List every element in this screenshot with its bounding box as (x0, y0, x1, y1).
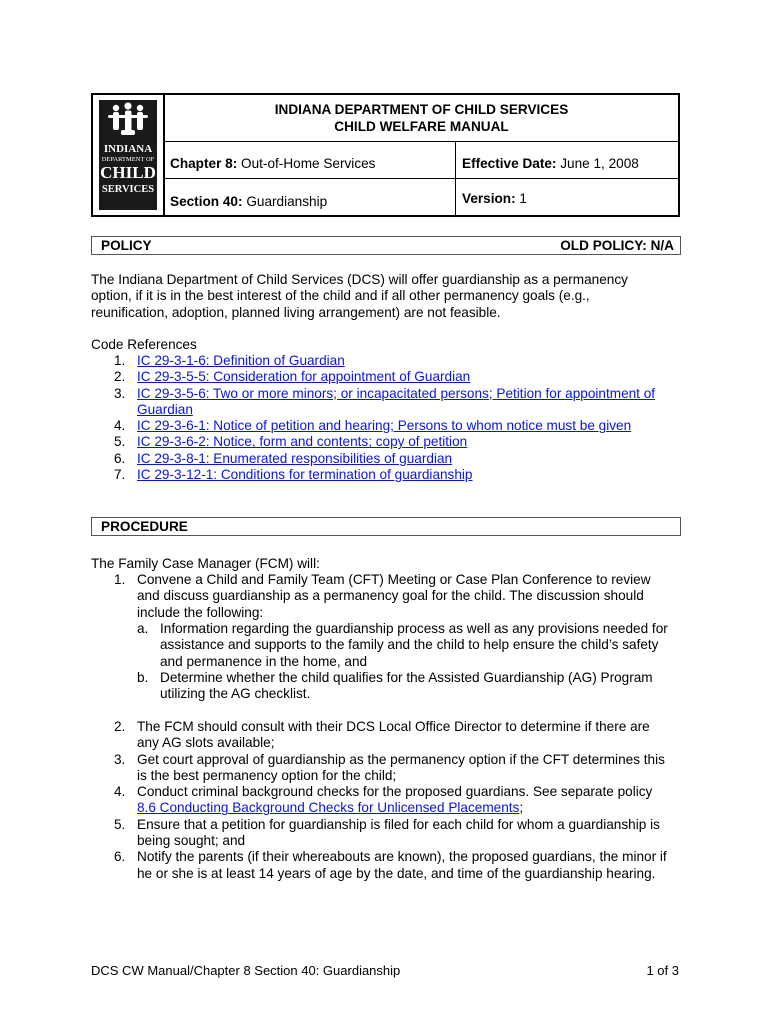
policy-heading: POLICY (101, 238, 152, 253)
logo-text-1: INDIANA (103, 143, 153, 155)
policy-line: reunification, adoption, planned living arrangement) are not feasible. (91, 304, 501, 320)
list-item (114, 434, 694, 450)
effective-date-label: Effective Date: (462, 156, 557, 171)
policy-text (91, 272, 628, 321)
step-text: include the following: (137, 604, 264, 620)
code-references-list (114, 353, 694, 483)
procedure-step-2 (114, 719, 694, 752)
code-link-29-3-8-1[interactable]: IC 29-3-8-1: Enumerated responsibilities of guardian (137, 450, 453, 466)
list-number: 4. (114, 784, 126, 800)
logo-text-3: CHILD (100, 163, 156, 182)
list-number: 7. (114, 467, 126, 483)
step-text: The FCM should consult with their DCS Local Office Director to determine if there are (137, 719, 650, 734)
list-number: 4. (114, 418, 126, 434)
list-item (114, 418, 694, 434)
step-text: is the best permanency option for the child; (137, 767, 397, 783)
list-number: 1. (114, 572, 126, 587)
logo-text-4: SERVICES (101, 184, 155, 195)
header-table (91, 93, 680, 217)
step-text: any AG slots available; (137, 735, 275, 751)
version-value: 1 (519, 191, 527, 206)
list-number: 6. (114, 849, 126, 865)
step-text: Information regarding the guardianship process as well as any provisions needed for (160, 621, 668, 636)
manual-title: CHILD WELFARE MANUAL (334, 119, 509, 134)
step-text: and discuss guardianship as a permanency goal for the child. The discussion should (137, 588, 644, 604)
footer-title: DCS CW Manual/Chapter 8 Section 40: Guardianship (91, 963, 401, 978)
procedure-heading: PROCEDURE (101, 519, 188, 534)
divider (455, 141, 456, 215)
list-item (114, 386, 694, 419)
version-cell (462, 191, 527, 207)
indiana-dcs-logo (99, 100, 157, 210)
section-label: Section 40: (170, 194, 243, 209)
list-item (114, 467, 694, 483)
list-number: 5. (114, 816, 126, 832)
procedure-step-1 (114, 572, 694, 621)
logo-text-2: DEPARTMENT OF (101, 156, 155, 163)
policy-line: The Indiana Department of Child Services (DCS) will offer guardianship as a permanency (91, 272, 628, 287)
code-link-29-3-6-2[interactable]: IC 29-3-6-2: Notice, form and contents; copy of petition (137, 434, 468, 450)
step-text: assistance and supports to the family and the child to help ensure the child’s safety (160, 637, 659, 653)
procedure-step-1a (114, 621, 694, 670)
code-references-heading: Code References (91, 337, 197, 352)
list-number: 5. (114, 434, 126, 450)
procedure-bar (91, 517, 681, 536)
step-text: Conduct criminal background checks for the proposed guardians. See separate policy (137, 784, 653, 800)
version-label: Version: (462, 191, 516, 206)
procedure-step-5 (114, 817, 694, 850)
divider (163, 141, 680, 142)
old-policy-label: OLD POLICY: N/A (560, 238, 674, 253)
step-text: being sought; and (137, 833, 246, 849)
code-link-29-3-5-6-cont[interactable]: Guardian (137, 401, 193, 417)
section-cell (170, 194, 327, 210)
chapter-value: Out-of-Home Services (241, 156, 376, 171)
procedure-step-1b (114, 670, 694, 719)
procedure-step-3 (114, 752, 694, 785)
procedure-step-6 (114, 849, 694, 882)
list-item (114, 353, 694, 369)
code-link-29-3-5-6[interactable]: IC 29-3-5-6: Two or more minors; or incapacitated persons; Petition for appointment of (137, 385, 656, 401)
code-link-29-3-12-1[interactable]: IC 29-3-12-1: Conditions for termination of guardianship (137, 467, 473, 483)
effective-date-cell (462, 156, 639, 172)
step-text: he or she is at least 14 years of age by the date, and time of the guardianship hearing. (137, 865, 656, 881)
policy-bar (91, 236, 681, 255)
policy-line: option, if it is in the best interest of the child and if all other permanency goals (e.g., (91, 288, 590, 304)
step-punct: ; (519, 800, 524, 816)
section-value: Guardianship (246, 194, 328, 209)
list-letter: b. (137, 670, 149, 685)
step-text: Ensure that a petition for guardianship is filed for each child for whom a guardianship is (137, 816, 660, 832)
step-text: utilizing the AG checklist. (160, 686, 311, 702)
step-text: Convene a Child and Family Team (CFT) Meeting or Case Plan Conference to review (137, 572, 651, 587)
step-text: Notify the parents (if their whereabouts are known), the proposed guardians, the minor if (137, 849, 667, 865)
code-link-29-3-5-5[interactable]: IC 29-3-5-5: Consideration for appointment of Guardian (137, 369, 471, 385)
step-text: Get court approval of guardianship as the permanency option if the CFT determines this (137, 751, 665, 767)
procedure-step-4 (114, 784, 694, 817)
code-link-29-3-1-6[interactable]: IC 29-3-1-6: Definition of Guardian (137, 353, 345, 368)
list-letter: a. (137, 621, 149, 636)
list-number: 2. (114, 369, 126, 385)
code-link-29-3-6-1[interactable]: IC 29-3-6-1: Notice of petition and hearing; Persons to whom notice must be given (137, 418, 632, 434)
divider (163, 178, 680, 179)
step-text: and permanence in the home, and (160, 653, 368, 669)
procedure-steps (114, 572, 694, 882)
logo-cell (93, 95, 165, 215)
background-checks-policy-link[interactable]: 8.6 Conducting Background Checks for Unlicensed Placements (137, 800, 520, 816)
list-item (114, 451, 694, 467)
step-text: Determine whether the child qualifies for the Assisted Guardianship (AG) Program (160, 670, 653, 685)
procedure-intro: The Family Case Manager (FCM) will: (91, 556, 320, 571)
list-item (114, 369, 694, 385)
chapter-cell (170, 156, 375, 172)
list-number: 3. (114, 385, 126, 401)
list-number: 3. (114, 751, 126, 767)
step-text (137, 800, 523, 816)
list-number: 1. (114, 353, 126, 368)
chapter-label: Chapter 8: (170, 156, 238, 171)
list-number: 2. (114, 719, 126, 734)
page-number: 1 of 3 (646, 963, 679, 978)
department-title: INDIANA DEPARTMENT OF CHILD SERVICES (274, 102, 569, 117)
list-number: 6. (114, 450, 126, 466)
effective-date-value: June 1, 2008 (560, 156, 639, 171)
